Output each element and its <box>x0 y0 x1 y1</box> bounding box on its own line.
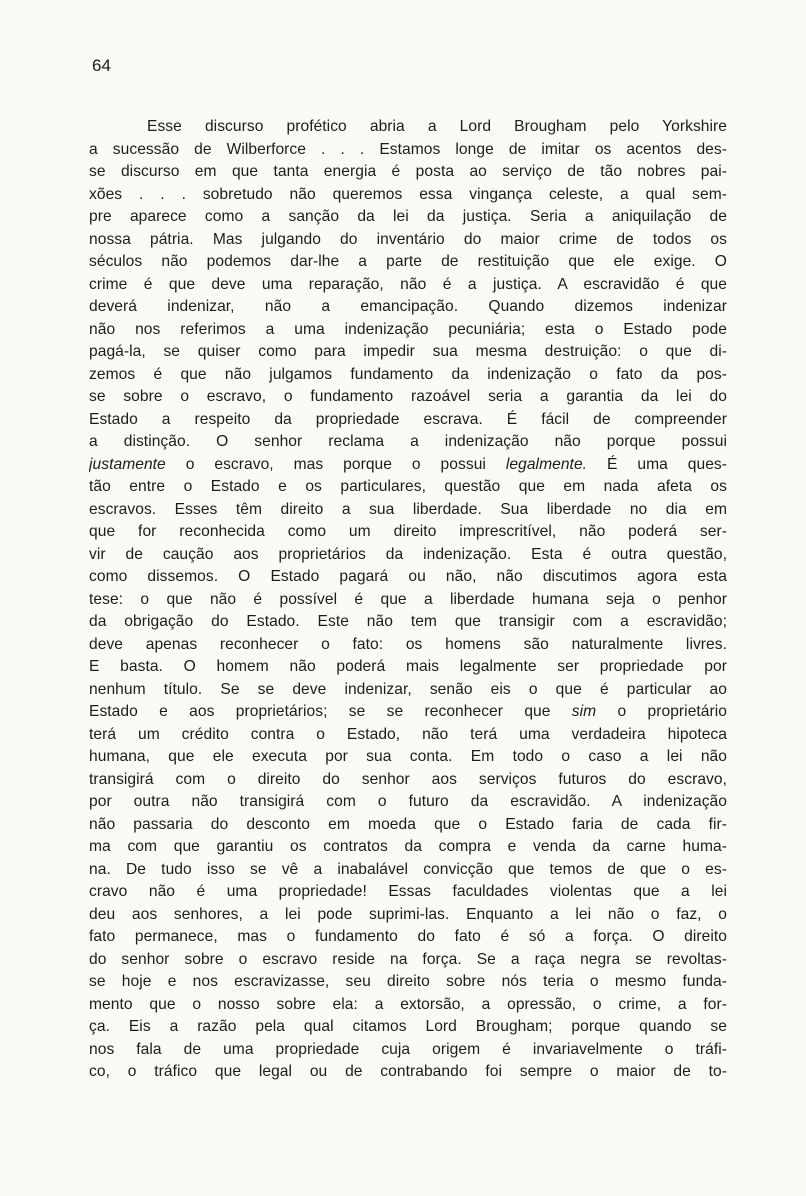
text-segment: ma com que garantiu os contratos da compra e venda da carne huma- <box>89 838 727 855</box>
italic-text: legalmente. <box>505 455 588 473</box>
body-text <box>89 116 727 1084</box>
text-line <box>89 499 727 522</box>
text-line <box>89 1016 727 1039</box>
text-segment: Esse discurso profético abria a Lord Brougham pelo Yorkshire <box>147 118 727 135</box>
text-segment: se hoje e nos escravizasse, seu direito sobre nós teria o mesmo funda- <box>89 973 727 990</box>
text-segment: não passaria do desconto em moeda que o Estado faria de cada fir- <box>89 815 727 833</box>
text-segment: se sobre o escravo, o fundamento razoável seria a garantia da lei do <box>89 388 727 405</box>
text-line <box>89 296 727 319</box>
text-line <box>89 814 727 837</box>
text-line <box>89 769 727 792</box>
text-segment: por outra não transigirá com o futuro da escravidão. A indenização <box>89 793 727 810</box>
text-segment: fato permanece, mas o fundamento do fato é só a força. O direito <box>89 928 727 945</box>
text-line <box>89 1061 727 1084</box>
text-line <box>89 926 727 949</box>
text-segment: na. De tudo isso se vê a inabalável convicção que temos de que o es- <box>89 860 727 878</box>
text-segment: nenhum título. Se se deve indenizar, senão eis o que é particular ao <box>89 680 727 698</box>
text-line <box>89 364 727 387</box>
text-line <box>89 881 727 904</box>
text-line <box>89 859 727 882</box>
text-line <box>89 521 727 544</box>
text-segment: pre aparece como a sanção da lei da justiça. Seria a aniquilação de <box>89 208 727 225</box>
text-segment: Estado a respeito da propriedade escrava. É fácil de compreender <box>89 410 727 428</box>
text-line <box>89 476 727 499</box>
text-line <box>89 701 727 724</box>
text-segment: séculos não podemos dar-lhe a parte de restituição que ele exige. O <box>89 253 727 270</box>
text-segment: terá um crédito contra o Estado, não terá uma verdadeira hipoteca <box>89 725 727 743</box>
text-line <box>89 971 727 994</box>
text-line <box>89 341 727 364</box>
text-segment: cravo não é uma propriedade! Essas faculdades violentas que a lei <box>89 883 727 900</box>
text-line <box>89 679 727 702</box>
text-line <box>89 724 727 747</box>
text-segment: se discurso em que tanta energia é posta ao serviço de tão nobres pai- <box>89 163 727 180</box>
text-segment: tese: o que não é possível é que a liberdade humana seja o penhor <box>89 590 727 608</box>
text-segment: não nos referimos a uma indenização pecuniária; esta o Estado pode <box>89 320 727 338</box>
text-line <box>89 454 727 477</box>
text-line <box>89 409 727 432</box>
text-line <box>89 836 727 859</box>
text-segment: pagá-la, se quiser como para impedir sua mesma destruição: o que di- <box>89 343 727 360</box>
text-line <box>89 791 727 814</box>
text-segment: nos fala de uma propriedade cuja origem é invariavelmente o tráfi- <box>89 1040 727 1058</box>
text-segment: deverá indenizar, não a emancipação. Quando dizemos indenizar <box>89 298 727 315</box>
text-segment: como dissemos. O Estado pagará ou não, não discutimos agora esta <box>89 568 727 585</box>
text-segment: E basta. O homem não poderá mais legalmente ser propriedade por <box>89 658 727 675</box>
text-line <box>89 139 727 162</box>
text-line <box>89 319 727 342</box>
text-line <box>89 589 727 612</box>
text-segment: escravos. Esses têm direito a sua liberdade. Sua liberdade no dia em <box>89 500 727 518</box>
text-segment: Estado e aos proprietários; se se reconhecer que <box>89 703 572 720</box>
text-line <box>89 656 727 679</box>
text-segment: do senhor sobre o escravo reside na força. Se a raça negra se revoltas- <box>89 950 727 968</box>
text-line <box>89 611 727 634</box>
text-line <box>89 544 727 567</box>
text-line <box>89 229 727 252</box>
italic-text: sim <box>571 703 597 720</box>
text-line <box>89 994 727 1017</box>
text-segment: o proprietário <box>596 703 727 720</box>
text-segment: deve apenas reconhecer o fato: os homens são naturalmente livres. <box>89 635 727 653</box>
text-line <box>89 274 727 297</box>
text-line <box>89 161 727 184</box>
text-line <box>89 116 727 139</box>
text-segment: crime é que deve uma reparação, não é a justiça. A escravidão é que <box>89 275 727 293</box>
text-segment: a distinção. O senhor reclama a indenização não porque possui <box>89 433 727 450</box>
text-segment: humana, que ele executa por sua conta. Em todo o caso a lei não <box>89 748 727 765</box>
text-line <box>89 566 727 589</box>
text-line <box>89 634 727 657</box>
text-line <box>89 1039 727 1062</box>
text-segment: da obrigação do Estado. Este não tem que transigir com a escravidão; <box>89 613 727 630</box>
text-segment: mento que o nosso sobre ela: a extorsão, a opressão, o crime, a for- <box>89 995 727 1013</box>
text-line <box>89 746 727 769</box>
text-segment: transigirá com o direito do senhor aos serviços futuros do escravo, <box>89 770 727 788</box>
text-segment: ça. Eis a razão pela qual citamos Lord Brougham; porque quando se <box>89 1018 727 1035</box>
text-line <box>89 431 727 454</box>
text-line <box>89 949 727 972</box>
text-segment: que for reconhecida como um direito imprescritível, não poderá ser- <box>89 523 727 540</box>
text-segment: zemos é que não julgamos fundamento da indenização o fato da pos- <box>89 365 727 383</box>
italic-text: justamente <box>89 455 166 473</box>
text-line <box>89 386 727 409</box>
text-segment: É uma ques- <box>587 455 727 473</box>
text-line <box>89 206 727 229</box>
text-segment: co, o tráfico que legal ou de contrabando foi sempre o maior de to- <box>89 1063 727 1080</box>
page-number: 64 <box>92 56 111 75</box>
text-line <box>89 904 727 927</box>
text-segment: tão entre o Estado e os particulares, questão que em nada afeta os <box>89 478 727 495</box>
text-segment: deu aos senhores, a lei pode suprimi-las. Enquanto a lei não o faz, o <box>89 905 727 923</box>
text-segment: o escravo, mas porque o possui <box>165 455 506 473</box>
text-segment: vir de caução aos proprietários da indenização. Esta é outra questão, <box>89 545 727 563</box>
text-line <box>89 251 727 274</box>
text-segment: a sucessão de Wilberforce . . . Estamos longe de imitar os acentos des- <box>89 140 727 158</box>
text-segment: nossa pátria. Mas julgando do inventário do maior crime de todos os <box>89 230 727 248</box>
text-segment: xões . . . sobretudo não queremos essa vingança celeste, a qual sem- <box>89 185 727 203</box>
text-line <box>89 184 727 207</box>
